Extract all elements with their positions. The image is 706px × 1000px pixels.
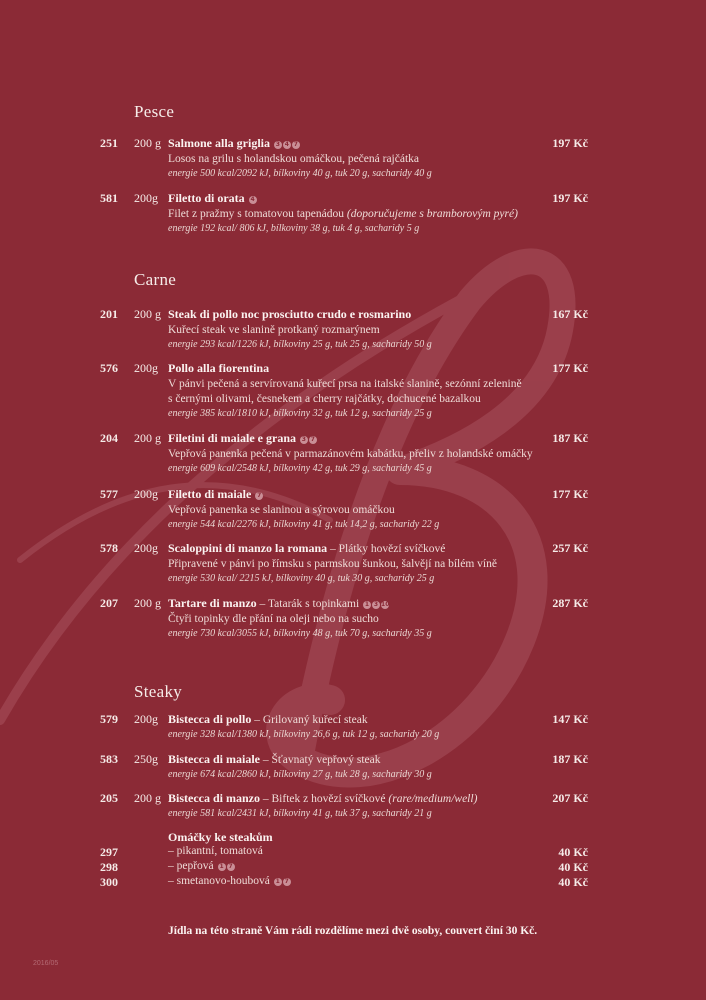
item-description-text: Čtyři topinky dle přání na oleji nebo na sucho xyxy=(168,613,379,625)
item-nutrition: energie 293 kcal/1226 kJ, bílkoviny 25 g, tuk 25 g, sacharidy 50 g xyxy=(168,339,432,350)
sauce-price: 40 Kč xyxy=(558,875,588,889)
sauce-code: 297 xyxy=(100,845,118,859)
item-title-line xyxy=(168,541,568,557)
item-description xyxy=(168,557,568,572)
sauce-price: 40 Kč xyxy=(558,860,588,874)
section-title: Steaky xyxy=(134,682,183,701)
item-body xyxy=(168,431,568,476)
item-body xyxy=(168,791,568,821)
item-description-note: (doporučujeme s bramborovým pyré) xyxy=(346,208,518,220)
item-name: Filetini di maiale e grana xyxy=(168,431,296,445)
item-weight: 200g xyxy=(134,487,158,501)
item-price: 177 Kč xyxy=(552,361,588,375)
item-nutrition: energie 328 kcal/1380 kJ, bílkoviny 26,6 g, tuk 12 g, sacharidy 20 g xyxy=(168,729,440,740)
item-subtitle: – Plátky hovězí svíčkové xyxy=(327,543,446,555)
item-price: 257 Kč xyxy=(552,541,588,555)
sauce-label-text: – smetanovo-houbová xyxy=(168,875,270,887)
item-title-line xyxy=(168,191,568,207)
allergen-icon: 10 xyxy=(381,601,390,608)
sauce-label xyxy=(168,875,291,887)
item-subtitle: – Šťavnatý vepřový steak xyxy=(259,754,381,766)
item-price: 177 Kč xyxy=(552,487,588,501)
allergen-icon: 7 xyxy=(293,141,298,148)
item-price: 287 Kč xyxy=(552,596,588,610)
item-body xyxy=(168,752,568,782)
item-name: Pollo alla fiorentina xyxy=(168,361,270,375)
allergen-icon: 1 xyxy=(364,601,370,608)
item-title-line xyxy=(168,307,568,323)
item-nutrition: energie 530 kcal/ 2215 kJ, bílkoviny 40 g, tuk 30 g, sacharidy 25 g xyxy=(168,573,435,584)
item-price: 197 Kč xyxy=(552,136,588,150)
item-weight: 200g xyxy=(134,541,158,555)
sauces-title: Omáčky ke steakům xyxy=(168,830,273,844)
item-body xyxy=(168,136,568,181)
item-body xyxy=(168,361,568,421)
item-code: 207 xyxy=(100,596,118,610)
item-weight: 200 g xyxy=(134,596,161,610)
allergen-icon: 4 xyxy=(250,196,255,203)
item-code: 576 xyxy=(100,361,118,375)
item-name: Scaloppini di manzo la romana xyxy=(168,541,328,555)
item-name: Steak di pollo noc prosciutto crudo e rosmarino xyxy=(168,307,412,321)
item-nutrition: energie 609 kcal/2548 kJ, bílkoviny 42 g, tuk 29 g, sacharidy 45 g xyxy=(168,463,432,474)
item-description-text: V pánvi pečená a servírovaná kuřecí prsa na italské slanině, sezónní zelenině xyxy=(168,378,522,390)
item-description-text: Filet z pražmy s tomatovou tapenádou xyxy=(168,208,344,220)
item-nutrition: energie 730 kcal/3055 kJ, bílkoviny 48 g, tuk 70 g, sacharidy 35 g xyxy=(168,628,432,639)
item-name: Salmone alla griglia xyxy=(168,136,270,150)
item-nutrition: energie 544 kcal/2276 kJ, bílkoviny 41 g, tuk 14,2 g, sacharidy 22 g xyxy=(168,519,440,530)
sauce-label-text: – pepřová xyxy=(168,860,214,872)
item-price: 167 Kč xyxy=(552,307,588,321)
item-subtitle: – Tatarák s topinkami xyxy=(256,598,360,610)
footer-note: Jídla na této straně Vám rádi rozdělíme mezi dvě osoby, couvert činí 30 Kč. xyxy=(168,925,538,937)
print-stamp: 2016/05 xyxy=(33,960,59,967)
item-code: 579 xyxy=(100,712,118,726)
item-description xyxy=(168,377,568,392)
item-title-line xyxy=(168,431,568,447)
item-description-text: Vepřová panenka se slaninou a sýrovou omáčkou xyxy=(168,504,395,516)
item-weight: 200 g xyxy=(134,307,161,321)
item-description-text: Vepřová panenka pečená v parmazánovém kabátku, přeliv z holandské omáčky xyxy=(168,448,533,460)
allergen-icon: 7 xyxy=(310,436,315,443)
item-name: Bistecca di pollo xyxy=(168,712,252,726)
item-name: Bistecca di maiale xyxy=(168,752,260,766)
item-subtitle: – Grilovaný kuřecí steak xyxy=(251,714,368,726)
item-body xyxy=(168,712,568,742)
allergen-icon: 3 xyxy=(275,141,280,148)
item-nutrition: energie 581 kcal/2431 kJ, bílkoviny 41 g, tuk 37 g, sacharidy 21 g xyxy=(168,808,432,819)
item-code: 581 xyxy=(100,191,118,205)
item-description xyxy=(168,447,568,462)
section-title: Carne xyxy=(134,270,177,289)
item-weight: 250g xyxy=(134,752,158,766)
item-title-line xyxy=(168,136,568,152)
item-subtitle-italic: (rare/medium/well) xyxy=(388,793,478,805)
item-title-line xyxy=(168,752,568,768)
item-nutrition: energie 192 kcal/ 806 kJ, bílkoviny 38 g, tuk 4 g, sacharidy 5 g xyxy=(168,223,420,234)
item-price: 187 Kč xyxy=(552,752,588,766)
item-code: 583 xyxy=(100,752,118,766)
allergen-icon: 7 xyxy=(228,863,233,870)
sauce-label xyxy=(168,860,235,872)
item-description xyxy=(168,503,568,518)
item-price: 197 Kč xyxy=(552,191,588,205)
item-description xyxy=(168,207,568,222)
item-price: 187 Kč xyxy=(552,431,588,445)
allergen-icon: 7 xyxy=(284,878,289,885)
item-weight: 200g xyxy=(134,712,158,726)
item-description xyxy=(168,152,568,167)
item-code: 577 xyxy=(100,487,118,501)
section-title: Pesce xyxy=(134,102,175,121)
item-name: Bistecca di manzo xyxy=(168,791,260,805)
item-weight: 200g xyxy=(134,361,158,375)
item-name: Tartare di manzo xyxy=(168,596,257,610)
item-code: 205 xyxy=(100,791,118,805)
sauce-label xyxy=(168,845,263,857)
item-weight: 200 g xyxy=(134,791,161,805)
allergen-icon: 4 xyxy=(284,141,289,148)
sauce-price: 40 Kč xyxy=(558,845,588,859)
item-nutrition: energie 500 kcal/2092 kJ, bílkoviny 40 g, tuk 20 g, sacharidy 40 g xyxy=(168,168,432,179)
allergen-icon: 7 xyxy=(257,492,262,499)
allergen-icon: 1 xyxy=(275,878,280,885)
item-code: 578 xyxy=(100,541,118,555)
item-weight: 200 g xyxy=(134,431,161,445)
item-body xyxy=(168,191,568,236)
item-weight: 200g xyxy=(134,191,158,205)
sauce-code: 298 xyxy=(100,860,118,874)
item-name: Filetto di maiale xyxy=(168,487,252,501)
item-subtitle: – Biftek z hovězí svíčkové xyxy=(260,793,386,805)
item-body xyxy=(168,487,568,532)
allergen-icon: 3 xyxy=(301,436,306,443)
item-description xyxy=(168,612,568,627)
item-title-line xyxy=(168,596,568,612)
item-body xyxy=(168,596,568,641)
sauce-label-text: – pikantní, tomatová xyxy=(168,845,263,857)
sauce-code: 300 xyxy=(100,875,118,889)
item-code: 251 xyxy=(100,136,118,150)
item-code: 204 xyxy=(100,431,118,445)
item-description-text: Kuřecí steak ve slanině protkaný rozmarýnem xyxy=(168,324,380,336)
item-price: 207 Kč xyxy=(552,791,588,805)
item-nutrition: energie 674 kcal/2860 kJ, bílkoviny 27 g, tuk 28 g, sacharidy 30 g xyxy=(168,769,432,780)
item-name: Filetto di orata xyxy=(168,191,245,205)
item-description-cont: s černými olivami, česnekem a cherry rajčátky, dochucené bazalkou xyxy=(168,393,481,405)
item-price: 147 Kč xyxy=(552,712,588,726)
allergen-icon: 3 xyxy=(373,601,379,608)
item-description-text: Losos na grilu s holandskou omáčkou, pečená rajčátka xyxy=(168,153,420,165)
item-weight: 200 g xyxy=(134,136,161,150)
item-nutrition: energie 385 kcal/1810 kJ, bílkoviny 32 g, tuk 12 g, sacharidy 25 g xyxy=(168,408,432,419)
item-title-line xyxy=(168,487,568,503)
item-code: 201 xyxy=(100,307,118,321)
item-description xyxy=(168,323,568,338)
item-title-line xyxy=(168,361,568,377)
item-description-text: Připravené v pánvi po římsku s parmskou šunkou, šalvějí na bílém víně xyxy=(168,558,497,570)
item-title-line xyxy=(168,791,568,807)
item-body xyxy=(168,307,568,352)
allergen-icon: 1 xyxy=(219,863,224,870)
item-title-line xyxy=(168,712,568,728)
item-body xyxy=(168,541,568,586)
